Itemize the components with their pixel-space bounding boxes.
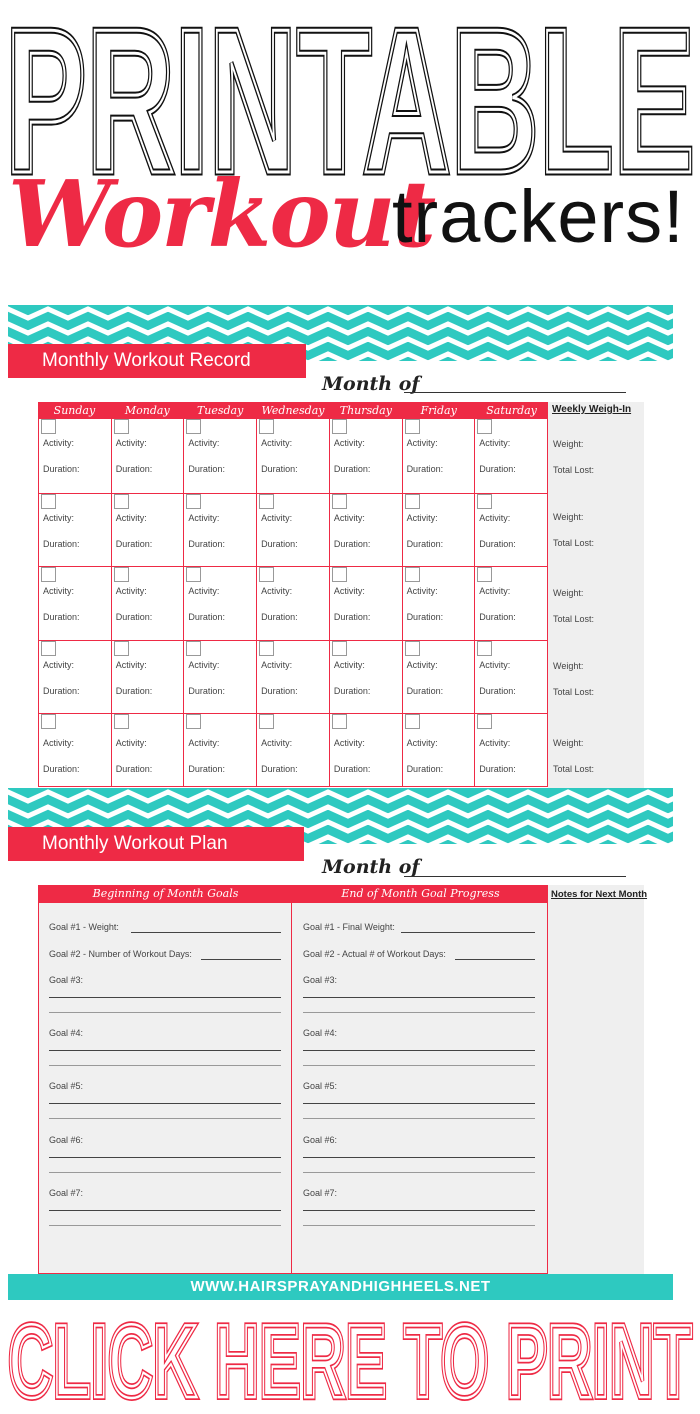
weight-label: Weight: [553,738,584,748]
goal-input-line[interactable] [49,1065,281,1066]
calendar-day-cell[interactable] [112,714,185,787]
calendar-day-cell[interactable] [475,419,548,494]
activity-label: Activity: [188,738,220,748]
goal-label: Goal #3: [303,975,338,985]
notes-panel [548,885,644,1274]
duration-label: Duration: [43,464,80,474]
duration-label: Duration: [188,464,225,474]
workout-calendar [38,402,548,787]
duration-label: Duration: [115,612,153,622]
chevron-stripe [8,324,673,333]
total-lost-label: Total Lost: [553,538,595,548]
calendar-day-cell[interactable] [184,567,257,641]
activity-label: Activity: [43,738,75,748]
duration-label: Duration: [479,764,516,774]
plan-month-line[interactable] [404,876,626,877]
goal-input-line[interactable] [49,997,281,998]
goal-input-line[interactable] [303,1065,535,1066]
calendar-day-cell[interactable] [112,641,185,714]
duration-label: Duration: [333,464,371,474]
total-lost-label: Total Lost: [553,465,595,475]
plan-month-label: Month of [322,856,420,878]
svg-text:PRINTABLE: PRINTABLE [5,0,695,186]
duration-label: Duration: [43,612,80,622]
duration-label: Duration: [479,464,516,474]
goal-input-line[interactable] [49,1172,281,1173]
calendar-day-cell[interactable] [475,494,548,567]
goal-input-line[interactable] [49,1103,281,1104]
calendar-day-cell[interactable] [403,641,476,714]
date-box[interactable] [405,714,420,729]
date-box[interactable] [114,714,129,729]
calendar-day-cell[interactable] [403,419,476,494]
goal-input-line[interactable] [131,932,281,933]
goal-label: Goal #6: [49,1135,84,1145]
calendar-day-cell[interactable] [112,494,185,567]
activity-label: Activity: [333,738,365,748]
duration-label: Duration: [115,764,153,774]
activity-label: Activity: [43,438,75,448]
day-header-tuesday: Tuesday [196,404,244,417]
goal-input-line[interactable] [303,1050,535,1051]
duration-label: Duration: [333,764,371,774]
right-goals-header: End of Month Goal Progress [341,887,500,900]
duration-label: Duration: [406,612,444,622]
total-lost-label: Total Lost: [553,614,595,624]
title-trackers: trackers! [392,175,685,258]
calendar-day-cell[interactable] [403,714,476,787]
record-tab-label: Monthly Workout Record [42,350,251,371]
duration-label: Duration: [261,686,298,696]
day-header-saturday: Saturday [486,404,537,417]
calendar-day-cell[interactable] [112,567,185,641]
activity-label: Activity: [261,438,293,448]
goal-label: Goal #4: [303,1028,338,1038]
activity-label: Activity: [406,738,438,748]
goal-label: Goal #1 - Weight: [49,922,119,932]
plan-tab [8,827,304,861]
plan-tab-label: Monthly Workout Plan [42,833,228,854]
weight-label: Weight: [553,512,584,522]
duration-label: Duration: [188,539,225,549]
calendar-day-cell[interactable] [330,567,403,641]
activity-label: Activity: [406,438,438,448]
duration-label: Duration: [333,612,371,622]
goal-input-line[interactable] [49,1118,281,1119]
svg-text:PRINTABLE: PRINTABLE [5,0,695,186]
calendar-day-cell[interactable] [330,419,403,494]
calendar-day-cell[interactable] [184,494,257,567]
date-box[interactable] [186,494,201,509]
goal-label: Goal #5: [303,1081,338,1091]
duration-label: Duration: [43,764,80,774]
date-box[interactable] [332,714,347,729]
day-header-thursday: Thursday [339,404,392,417]
calendar-day-cell[interactable] [403,494,476,567]
goal-input-line[interactable] [49,1157,281,1158]
goal-input-line[interactable] [303,997,535,998]
activity-label: Activity: [43,586,75,596]
activity-label: Activity: [479,660,511,670]
activity-label: Activity: [479,586,511,596]
date-box[interactable] [477,494,492,509]
goal-input-line[interactable] [303,1103,535,1104]
duration-label: Duration: [333,539,371,549]
activity-label: Activity: [115,738,147,748]
duration-label: Duration: [115,464,153,474]
goal-input-line[interactable] [303,1225,535,1226]
calendar-day-cell[interactable] [39,641,112,714]
day-header-friday: Friday [420,404,457,417]
chevron-stripe [8,792,673,801]
duration-label: Duration: [406,539,444,549]
notes-header: Notes for Next Month [551,889,648,900]
date-box[interactable] [405,567,420,582]
day-header-monday: Monday [124,404,170,417]
duration-label: Duration: [406,686,444,696]
date-box[interactable] [114,419,129,434]
duration-label: Duration: [261,612,298,622]
goal-label: Goal #6: [303,1135,338,1145]
goal-label: Goal #2 - Actual # of Workout Days: [303,949,446,959]
date-box[interactable] [41,419,56,434]
calendar-day-cell[interactable] [184,714,257,787]
calendar-day-cell[interactable] [475,641,548,714]
date-box[interactable] [332,494,347,509]
calendar-day-cell[interactable] [39,494,112,567]
goal-input-line[interactable] [49,1225,281,1226]
activity-label: Activity: [115,586,147,596]
date-box[interactable] [332,419,347,434]
date-box[interactable] [477,641,492,656]
duration-label: Duration: [188,764,225,774]
activity-label: Activity: [406,660,438,670]
date-box[interactable] [259,567,274,582]
goal-input-line[interactable] [201,959,281,960]
goal-label: Goal #1 - Final Weight: [303,922,395,932]
goal-input-line[interactable] [49,1050,281,1051]
title-printable [0,0,700,186]
total-lost-label: Total Lost: [553,687,595,697]
date-box[interactable] [41,641,56,656]
calendar-day-cell[interactable] [330,494,403,567]
date-box[interactable] [114,641,129,656]
record-tab [8,344,306,378]
goal-input-line[interactable] [303,1012,535,1013]
left-goals-header: Beginning of Month Goals [92,887,239,900]
activity-label: Activity: [333,513,365,523]
goal-label: Goal #4: [49,1028,84,1038]
goals-table [38,885,548,1274]
duration-label: Duration: [261,539,298,549]
activity-label: Activity: [43,660,75,670]
calendar-day-cell[interactable] [112,419,185,494]
calendar-day-cell[interactable] [257,714,330,787]
calendar-day-cell[interactable] [184,419,257,494]
duration-label: Duration: [115,539,153,549]
activity-label: Activity: [333,660,365,670]
svg-text:CLICK HERE TO PRINT: CLICK HERE TO PRINT [8,1304,692,1409]
activity-label: Activity: [261,513,293,523]
goal-label: Goal #5: [49,1081,84,1091]
goal-label: Goal #3: [49,975,84,985]
click-to-print-button[interactable] [0,1300,700,1409]
calendar-day-cell[interactable] [184,641,257,714]
weight-label: Weight: [553,661,584,671]
duration-label: Duration: [188,612,225,622]
calendar-day-cell[interactable] [475,714,548,787]
duration-label: Duration: [479,612,516,622]
activity-label: Activity: [188,438,220,448]
activity-label: Activity: [406,513,438,523]
date-box[interactable] [332,641,347,656]
calendar-day-cell[interactable] [475,567,548,641]
date-box[interactable] [405,419,420,434]
chevron-stripe [8,309,673,318]
weight-label: Weight: [553,588,584,598]
date-box[interactable] [186,714,201,729]
duration-label: Duration: [43,686,80,696]
activity-label: Activity: [115,438,147,448]
chevron-stripe [8,807,673,816]
goal-input-line[interactable] [303,1157,535,1158]
date-box[interactable] [259,714,274,729]
calendar-grid [38,419,548,787]
duration-label: Duration: [188,686,225,696]
activity-label: Activity: [115,660,147,670]
calendar-day-cell[interactable] [257,567,330,641]
weight-label: Weight: [553,439,584,449]
calendar-day-cell[interactable] [257,494,330,567]
weigh-in-header: Weekly Weigh-In [552,404,632,415]
date-box[interactable] [114,494,129,509]
record-month-line[interactable] [404,392,626,393]
activity-label: Activity: [406,586,438,596]
duration-label: Duration: [479,686,516,696]
activity-label: Activity: [261,660,293,670]
goal-input-line[interactable] [303,1210,535,1211]
date-box[interactable] [332,567,347,582]
goal-input-line[interactable] [303,1118,535,1119]
goal-input-line[interactable] [49,1210,281,1211]
date-box[interactable] [259,641,274,656]
date-box[interactable] [477,567,492,582]
duration-label: Duration: [43,539,80,549]
date-box[interactable] [114,567,129,582]
total-lost-label: Total Lost: [553,764,595,774]
duration-label: Duration: [261,764,298,774]
activity-label: Activity: [479,438,511,448]
calendar-day-cell[interactable] [403,567,476,641]
activity-label: Activity: [261,586,293,596]
record-month-label: Month of [322,373,420,395]
duration-label: Duration: [479,539,516,549]
activity-label: Activity: [188,660,220,670]
activity-label: Activity: [188,513,220,523]
activity-label: Activity: [333,438,365,448]
duration-label: Duration: [261,464,298,474]
calendar-header [38,402,548,419]
activity-label: Activity: [479,513,511,523]
goal-input-line[interactable] [49,1012,281,1013]
goal-label: Goal #7: [49,1188,84,1198]
goals-divider [291,903,292,1274]
date-box[interactable] [477,419,492,434]
calendar-day-cell[interactable] [39,714,112,787]
activity-label: Activity: [43,513,75,523]
activity-label: Activity: [333,586,365,596]
day-header-sunday: Sunday [53,404,96,417]
calendar-day-cell[interactable] [39,567,112,641]
duration-label: Duration: [333,686,371,696]
date-box[interactable] [477,714,492,729]
date-box[interactable] [259,419,274,434]
goal-label: Goal #7: [303,1188,338,1198]
date-box[interactable] [186,567,201,582]
duration-label: Duration: [115,686,153,696]
site-url[interactable]: WWW.HAIRSPRAYANDHIGHHEELS.NET [8,1274,673,1300]
activity-label: Activity: [479,738,511,748]
goal-input-line[interactable] [455,959,535,960]
title-workout: Workout [8,160,435,268]
calendar-day-cell[interactable] [39,419,112,494]
duration-label: Duration: [406,464,444,474]
goal-input-line[interactable] [401,932,535,933]
duration-label: Duration: [406,764,444,774]
goal-input-line[interactable] [303,1172,535,1173]
date-box[interactable] [186,641,201,656]
activity-label: Activity: [115,513,147,523]
date-box[interactable] [405,494,420,509]
activity-label: Activity: [188,586,220,596]
date-box[interactable] [41,714,56,729]
goals-header [38,885,548,903]
svg-text:CLICK HERE TO PRINT: CLICK HERE TO PRINT [8,1304,692,1409]
calendar-day-cell[interactable] [330,714,403,787]
activity-label: Activity: [261,738,293,748]
date-box[interactable] [259,494,274,509]
calendar-day-cell[interactable] [257,641,330,714]
date-box[interactable] [41,494,56,509]
calendar-day-cell[interactable] [257,419,330,494]
date-box[interactable] [41,567,56,582]
date-box[interactable] [186,419,201,434]
date-box[interactable] [405,641,420,656]
day-header-wednesday: Wednesday [261,404,325,417]
goal-label: Goal #2 - Number of Workout Days: [49,949,192,959]
calendar-day-cell[interactable] [330,641,403,714]
